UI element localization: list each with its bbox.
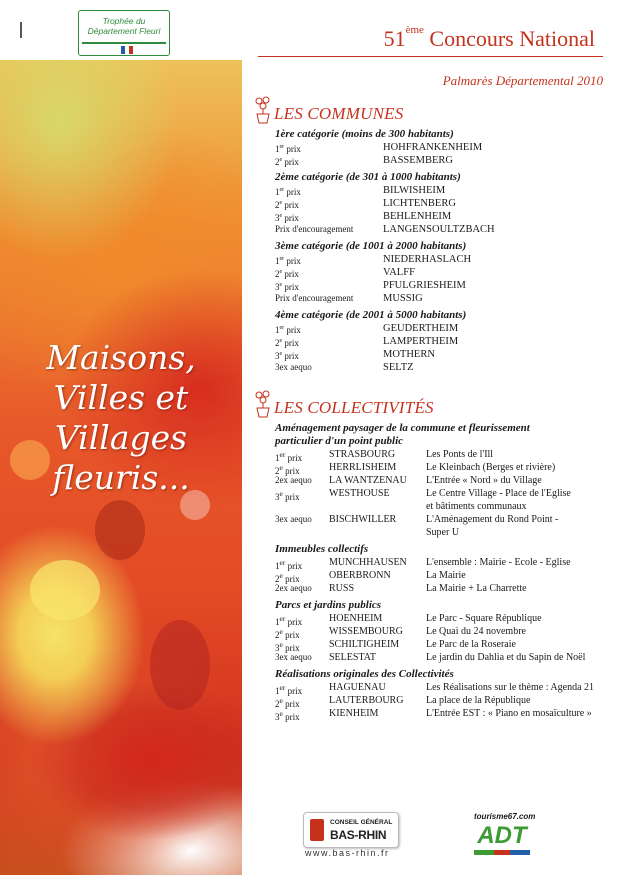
city-name: HERRLISHEIM (329, 462, 397, 473)
prize-label: 1er prix (275, 450, 303, 463)
commune-name: LAMPERTHEIM (383, 336, 459, 347)
city-name: SELESTAT (329, 652, 376, 663)
result-row (275, 197, 606, 210)
category-label: 2ème catégorie (de 301 à 1000 habitants) (275, 171, 461, 183)
prize-label: 3e prix (275, 640, 300, 653)
slogan-line: fleuris... (52, 458, 190, 497)
city-name: WESTHOUSE (329, 488, 390, 499)
prize-label: 2e prix (275, 696, 300, 709)
city-name: OBERBRONN (329, 570, 391, 581)
city-name: HOENHEIM (329, 613, 383, 624)
tourisme-url: tourisme67.com (474, 812, 536, 821)
award-description: Le Parc - Square République (426, 613, 542, 624)
conseil-general-logo (303, 812, 399, 848)
category-label: 4ème catégorie (de 2001 à 5000 habitants) (275, 309, 467, 321)
badge-line1: Trophée du (102, 16, 146, 26)
commune-name: LICHTENBERG (383, 198, 456, 209)
prize-label: 3e prix (275, 489, 300, 502)
award-description: Le jardin du Dahlia et du Sapin de Noël (426, 652, 586, 663)
commune-name: SELTZ (383, 362, 414, 373)
prize-label: 3ex aequo (275, 652, 312, 662)
slogan-line: Villes et (53, 378, 189, 417)
commune-name: MOTHERN (383, 349, 435, 360)
slogan-line: Maisons, (46, 338, 196, 377)
result-row (275, 154, 606, 167)
category-label: 1ère catégorie (moins de 300 habitants) (275, 128, 454, 140)
city-name: LAUTERBOURG (329, 695, 404, 706)
category-label: 3ème catégorie (de 1001 à 2000 habitants) (275, 240, 467, 252)
header-rule (258, 56, 603, 57)
result-row (275, 361, 606, 374)
adt-bar (510, 850, 530, 855)
result-row (275, 461, 606, 474)
award-description: La Mairie (426, 570, 466, 581)
city-name: SCHILTIGHEIM (329, 639, 400, 650)
prize-label: Prix d'encouragement (275, 293, 354, 303)
prize-label: 1er prix (275, 325, 301, 335)
section-title: LES COMMUNES (274, 104, 404, 123)
prize-label: 2e prix (275, 571, 300, 584)
prize-label: 1er prix (275, 144, 301, 154)
section-header-communes (254, 96, 606, 124)
result-row (275, 556, 606, 569)
commune-name: LANGENSOULTZBACH (383, 224, 495, 235)
result-row (275, 694, 606, 707)
prize-label: 2ex aequo (275, 475, 312, 485)
award-description-cont: et bâtiments communaux (426, 501, 527, 512)
result-row (275, 612, 606, 625)
award-description: L'ensemble : Mairie - Ecole - Eglise (426, 557, 571, 568)
palmares-subtitle: Palmarès Départemental 2010 (442, 73, 603, 88)
logo-line1: CONSEIL GÉNÉRAL (330, 819, 393, 826)
commune-name: VALFF (383, 267, 415, 278)
category-label: Parcs et jardins publics (275, 599, 382, 611)
result-row (275, 625, 606, 638)
adt-bar (494, 850, 510, 855)
commune-name: BEHLENHEIM (383, 211, 452, 222)
city-name: BISCHWILLER (329, 514, 397, 525)
award-description: Le Centre Village - Place de l'Eglise (426, 488, 571, 499)
flag-icon (121, 46, 133, 54)
city-name: HAGUENAU (329, 682, 386, 693)
section-header-collectivites (254, 390, 606, 418)
flower-pot-icon (254, 96, 272, 124)
result-row (275, 292, 606, 305)
award-description: La place de la République (426, 695, 531, 706)
prize-label: 2e prix (275, 200, 299, 210)
prize-label: 2e prix (275, 627, 300, 640)
prize-label: 3ex aequo (275, 362, 312, 372)
result-row (275, 266, 606, 279)
result-row (275, 651, 606, 664)
prize-label: 2e prix (275, 157, 299, 167)
prize-label: 1er prix (275, 558, 303, 571)
adt-logo-text: ADT (477, 822, 527, 849)
category-label: Immeubles collectifs (275, 543, 369, 555)
flower-pot-icon (254, 390, 272, 418)
commune-name: BASSEMBERG (383, 155, 454, 166)
city-name: STRASBOURG (329, 449, 396, 460)
badge-line2: Département Fleuri (87, 26, 161, 36)
prize-label: 1er prix (275, 614, 303, 627)
prize-label: 1er prix (275, 256, 301, 266)
result-row (275, 707, 606, 720)
commune-name: BILWISHEIM (383, 185, 446, 196)
prize-label: 2ex aequo (275, 583, 312, 593)
prize-label: 1er prix (275, 683, 303, 696)
result-row (275, 335, 606, 348)
result-row (275, 681, 606, 694)
result-row (275, 322, 606, 335)
commune-name: NIEDERHASLACH (383, 254, 472, 265)
award-description: Le Parc de la Roseraie (426, 639, 516, 650)
city-name: MUNCHHAUSEN (329, 557, 407, 568)
logo-line2: BAS-RHIN (330, 828, 387, 842)
result-row (275, 348, 606, 361)
award-description: L'Entrée EST : « Piano en mosaïculture » (426, 708, 592, 719)
flower-artwork (0, 60, 242, 875)
results-list (254, 96, 606, 720)
award-description: Le Kleinbach (Berges et rivière) (426, 462, 556, 473)
prize-label: 1er prix (275, 187, 301, 197)
result-row (275, 513, 606, 539)
result-row (275, 210, 606, 223)
prize-label: 3e prix (275, 709, 300, 722)
result-row (275, 141, 606, 154)
adt-bar (474, 850, 494, 855)
slogan-line: Villages (54, 418, 188, 457)
award-description: La Mairie + La Charrette (426, 583, 527, 594)
commune-name: HOHFRANKENHEIM (383, 142, 483, 153)
result-row (275, 487, 606, 513)
commune-name: PFULGRIESHEIM (383, 280, 466, 291)
category-label: Réalisations originales des Collectivités (275, 668, 454, 680)
category-label: Aménagement paysager de la commune et fleurissement particulier d'un point public (275, 422, 530, 447)
badge-rule (82, 42, 166, 44)
contest-title: 51ème Concours National (383, 24, 595, 51)
result-row (275, 638, 606, 651)
city-name: RUSS (329, 583, 355, 594)
award-description: L'Entrée « Nord » du Village (426, 475, 542, 486)
slogan (0, 338, 242, 498)
commune-name: MUSSIG (383, 293, 423, 304)
adt-logo (474, 823, 530, 857)
result-row (275, 448, 606, 461)
bas-rhin-mark-icon (310, 819, 324, 841)
prize-label: 3e prix (275, 282, 299, 292)
result-row (275, 223, 606, 236)
result-row (275, 253, 606, 266)
award-description-cont: Super U (426, 527, 460, 538)
result-row (275, 184, 606, 197)
result-row (275, 569, 606, 582)
award-description: Les Ponts de l'Ill (426, 449, 494, 460)
prize-label: Prix d'encouragement (275, 224, 354, 234)
trophy-badge-logo (78, 10, 170, 56)
result-row (275, 279, 606, 292)
prize-label: 3ex aequo (275, 514, 312, 524)
section-title: LES COLLECTIVITÉS (274, 398, 434, 417)
prize-label: 3e prix (275, 213, 299, 223)
result-row (275, 474, 606, 487)
bas-rhin-url: www.bas-rhin.fr (305, 848, 390, 858)
result-row (275, 582, 606, 595)
prize-label: 2e prix (275, 338, 299, 348)
margin-mark (20, 22, 22, 38)
award-description: Les Réalisations sur le thème : Agenda 21 (426, 682, 595, 693)
prize-label: 2e prix (275, 269, 299, 279)
prize-label: 2e prix (275, 463, 300, 476)
city-name: KIENHEIM (329, 708, 379, 719)
city-name: LA WANTZENAU (329, 475, 407, 486)
award-description: L'Aménagement du Rond Point - (426, 514, 559, 525)
prize-label: 3e prix (275, 351, 299, 361)
commune-name: GEUDERTHEIM (383, 323, 459, 334)
award-description: Le Quai du 24 novembre (426, 626, 526, 637)
city-name: WISSEMBOURG (329, 626, 403, 637)
